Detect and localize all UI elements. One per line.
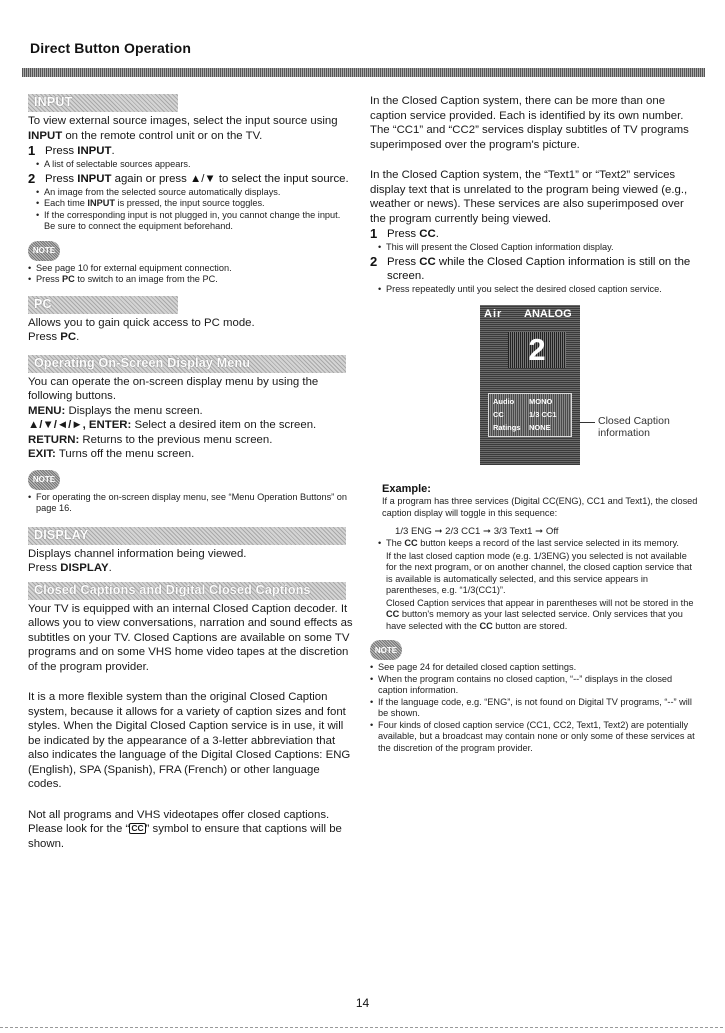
memory-text-3: Closed Caption services that appear in parentheses will not be stored in the CC button's memory as your last selected service. Only services that you have selected with the CC button are stored. [386,597,694,631]
osd-info-box: Audio MONO CC 1/3 CC1 Ratings NONE [488,393,572,437]
display-text-1: Displays channel information being viewed. [28,547,247,560]
cc-note-icon: NOTE [370,640,402,660]
cc-step-1: 1 Press CC. [370,226,439,241]
left-column [28,94,354,851]
osm-heading-bar [28,355,346,373]
right-column [370,94,700,754]
cc-note-2: • When the program contains no closed caption, “--” displays in the closed caption information. [370,674,700,697]
display-heading-bar [28,527,346,545]
cc-symbol-icon: CC [131,823,144,833]
osd-channel: 2 [508,332,566,368]
example-title: Example: [382,483,431,495]
pc-heading: PC [34,296,52,311]
osm-return: RETURN: Returns to the previous menu screen. [28,433,273,446]
memory-bullet: • The CC button keeps a record of the last service selected in its memory. [378,538,700,550]
input-step-1-bullet: • A list of selectable sources appears. [36,159,354,171]
cc-step-1-bullet: • This will present the Closed Caption information display. [378,242,700,254]
osd-callout-label: Closed Caption information [598,415,670,439]
display-text-2: Press DISPLAY. [28,562,112,574]
pc-text-1: Allows you to gain quick access to PC mode. [28,316,255,329]
osm-intro: You can operate the on-screen display menu by using the following buttons. [28,375,319,402]
display-heading: DISPLAY [34,527,89,542]
input-step-2: 2 Press INPUT again or press ▲/▼ to select the input source. [28,170,349,186]
page-title: Direct Button Operation [30,40,191,56]
cc-osd-figure [370,305,700,471]
pc-heading-bar [28,296,178,314]
cc-osd-screen [480,305,580,465]
input-note-icon: NOTE [28,241,60,261]
input-step-1: 1 Press INPUT. [28,143,115,158]
input-step-2-bullet-1: • An image from the selected source automatically displays. [36,187,354,199]
osm-enter: ▲/▼/◄/►, ENTER: Select a desired item on the screen. [28,419,317,431]
osd-mode: ANALOG [524,308,572,320]
cc-step-2-bullet: • Press repeatedly until you select the desired closed caption service. [378,284,700,296]
input-step-2-bullet-2: • Each time INPUT is pressed, the input source toggles. [36,198,354,210]
osm-menu: MENU: Displays the menu screen. [28,404,203,417]
cc-right-para-1: In the Closed Caption system, there can be more than one caption service provided. Each is identified by its own number. The “CC1” and “CC2” services display subtitles of TV programs superimposed over the program's picture. [370,95,689,151]
input-intro: To view external source images, select the input source using INPUT on the remote control unit or on the TV. [28,115,338,142]
cc-para-2: It is a more flexible system than the original Closed Caption system, because it allows for a variety of caption sizes and font styles. When the Digital Closed Caption service is in use, it will be indicated by the appearance of a 3-letter abbreviation that also indicates the language of the Digital Closed Captions: ENG (English), SPA (Spanish), FRA (French) or other language codes. [28,691,351,790]
cc-para-3: Not all programs and VHS videotapes offer closed captions. Please look for the “ CC ” symbol to ensure that captions will be shown. [28,808,342,850]
input-note-2: • Press PC to switch to an image from the PC. [28,274,354,286]
example-sequence: 1/3 ENG ➞ 2/3 CC1 ➞ 3/3 Text1 ➞ Off [395,526,559,537]
example-text: If a program has three services (Digital CC(ENG), CC1 and Text1), the closed caption display will toggle in this sequence: [382,496,698,518]
input-step-2-bullet-3: • If the corresponding input is not plugged in, you cannot change the input. Be sure to connect the equipment beforehand. [36,210,354,233]
osm-note-1: • For operating the on-screen display menu, see “Menu Operation Buttons” on page 16. [28,492,354,515]
input-note-1: • See page 10 for external equipment connection. [28,263,354,275]
cc-note-1: • See page 24 for detailed closed caption settings. [370,662,700,674]
cc-note-3: • If the language code, e.g. “ENG”, is not found on Digital TV programs, “--” will be shown. [370,697,700,720]
cc-step-2: 2 Press CC while the Closed Caption information is still on the screen. [370,253,691,282]
title-rule [22,68,705,77]
cc-right-para-2: In the Closed Caption system, the “Text1” or “Text2” services display text that is unrelated to the program being viewed (e.g., weather or news). These services are also superimposed over the program currently being viewed. [370,169,688,225]
memory-text-2: If the last closed caption mode (e.g. 1/3ENG) you selected is not available for the next program, or on another channel, the closed caption service that is available is automatically selected, and this service appears in parentheses, e.g. “1/3(CC1)”. [386,550,692,595]
osm-exit: EXIT: Turns off the menu screen. [28,448,195,460]
osm-note-icon: NOTE [28,470,60,490]
cc-note-4: • Four kinds of closed caption service (CC1, CC2, Text1, Text2) are potentially available, but a broadcast may contain none or only some of these services at the discretion of the program provider. [370,720,700,755]
osd-callout-line [577,422,595,423]
osm-heading: Operating On-Screen Display Menu [34,355,251,370]
cc-heading-bar [28,582,346,600]
cc-heading: Closed Captions and Digital Closed Captions [34,582,311,597]
pc-text-2: Press PC. [28,331,80,343]
input-heading-bar [28,94,178,112]
bottom-rule [0,1027,725,1028]
osd-source: Air [484,308,503,320]
page-number: 14 [355,996,370,1010]
input-heading: INPUT [34,95,73,109]
cc-para-1: Your TV is equipped with an internal Closed Caption decoder. It allows you to view conversations, narration and sound effects as subtitles on your TV. Closed Captions are available on some TV programs and on some VHS home video tapes at the discretion of the program provider. [28,602,353,673]
